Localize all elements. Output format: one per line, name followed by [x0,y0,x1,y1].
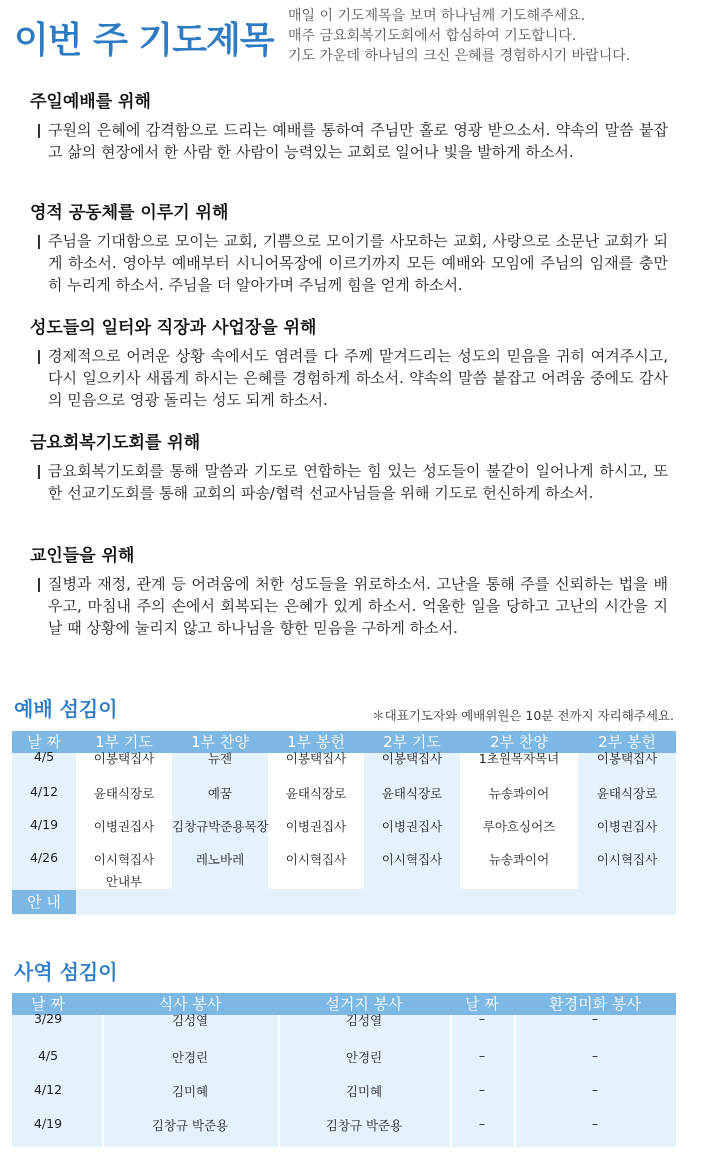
prayer-body: 구원의 은혜에 감격함으로 드리는 예배를 통하여 주님만 홀로 영광 받으소서. 약속의 말씀 붙잡고 삶의 현장에서 한 사람 한 사람이 능력있는 교회로 일어나 빛을 발하게 하소서. [48,121,668,161]
table-cell: 이병권집사 [381,819,443,834]
header-cell: 2부 봉헌 [598,733,656,751]
table-cell: 레노바레 [195,852,245,867]
worship-note: ＊대표기도자와 예배위원은 10분 전까지 자리해주세요. [372,708,674,723]
table-cell: 김성열 [345,1013,383,1028]
prayer-heading: 영적 공동체를 이루기 위해 [30,203,229,223]
prayer-heading: 주일예배를 위해 [30,92,151,112]
header-cell: 1부 찬양 [191,733,249,751]
table-cell: 이시혁집사 [596,852,658,867]
intro-line: 매일 이 기도제목을 보며 하나님께 기도해주세요. [288,8,586,24]
table-cell: 이병권집사 [285,819,347,834]
table-cell: 이병권집사 [596,819,658,834]
header-cell: 2부 찬양 [490,733,548,751]
header-date: 날 짜 [27,733,61,751]
table-cell: 이봉택집사 [381,751,443,766]
table-cell: 윤태식장로 [285,786,347,801]
table-cell: – [591,1048,599,1063]
table-cell: 김창규 박준용 [325,1118,403,1133]
service-title: 사역 섬김이 [14,960,118,984]
header-cell: 1부 봉헌 [287,733,345,751]
table-cell: – [478,1048,486,1063]
prayer-body: 경제적으로 어려운 상황 속에서도 염려를 다 주께 맡겨드리는 성도의 믿음을 귀히 여겨주시고, 다시 일으키사 새롭게 하시는 은혜를 경험하게 하소서. 약속의 말씀 붙잡고 어려움 중에도 감사의 믿음으로 영광 돌리는 성도 되게 하소서. [48,347,668,409]
worship-title: 예배 섬김이 [14,697,118,721]
header-cell: 1부 기도 [95,733,153,751]
table-cell: 김창규박준용목장 [172,819,269,834]
table-cell: 안경린 [171,1050,209,1065]
table-cell: 김성열 [171,1013,209,1028]
header-date: 날 짜 [31,995,65,1013]
table-cell: 뉴송콰이어 [488,852,550,867]
table-cell: 이봉택집사 [93,751,155,766]
table-cell: 1초원목자목녀 [478,751,560,766]
row-date: 4/12 [29,784,59,799]
table-cell: 김미혜 [171,1084,209,1099]
table-cell: 윤태식장로 [93,786,155,801]
table-cell: 이봉택집사 [596,751,658,766]
guide-row-bg [12,889,676,915]
header-cell: 날 짜 [465,995,499,1013]
table-cell: – [591,1011,599,1026]
prayer-body: 금요회복기도회를 통해 말씀과 기도로 연합하는 힘 있는 성도들이 불같이 일어나게 하시고, 또한 선교기도회를 통해 교회의 파송/협력 선교사님들을 위해 기도로 헌신하게 하소서. [48,462,668,502]
table-cell: 뉴송콰이어 [488,786,550,801]
table-cell: – [591,1082,599,1097]
row-date: 4/19 [29,817,59,832]
row-date: 4/5 [33,749,55,764]
bullet-bar [38,235,40,249]
header-cell: 설거지 봉사 [325,995,403,1013]
guide-label: 안 내 [12,890,76,914]
row-date: 4/5 [37,1048,59,1063]
guide-value: 안내부 [105,874,143,889]
row-date: 4/19 [33,1116,63,1131]
table-cell: – [478,1011,486,1026]
page-title: 이번 주 기도제목 [14,20,274,61]
prayer-body: 주님을 기대함으로 모이는 교회, 기쁨으로 모이기를 사모하는 교회, 사랑으로 소문난 교회가 되게 하소서. 영아부 예배부터 시니어목장에 이르기까지 모든 예배와 모임에 주님의 임재를 충만히 누리게 하소서. 주님을 더 알아가며 주님께 힘을 얻게 하소서. [48,232,668,294]
header-cell: 2부 기도 [383,733,441,751]
table-cell: 루아흐싱어즈 [482,819,556,834]
row-date: 4/26 [29,850,59,865]
header-cell: 식사 봉사 [158,995,222,1013]
table-cell: 이병권집사 [93,819,155,834]
prayer-body: 질병과 재정, 관계 등 어려움에 처한 성도들을 위로하소서. 고난을 통해 주를 신뢰하는 법을 배우고, 마침내 주의 손에서 회복되는 은혜가 있게 하소서. 억울한 일을 당하고 고난의 시간을 지날 때 상황에 눌리지 않고 하나님을 향한 믿음을 구하게 하소서. [48,575,668,637]
header-cell: 환경미화 봉사 [549,995,641,1013]
page-header [0,0,706,80]
table-cell: – [591,1116,599,1131]
header-intro [288,6,630,66]
table-cell: – [478,1116,486,1131]
table-cell: – [478,1082,486,1097]
prayer-heading: 성도들의 일터와 직장과 사업장을 위해 [30,318,317,338]
intro-line: 매주 금요회복기도회에서 합심하여 기도합니다. [288,28,577,44]
table-cell: 윤태식장로 [381,786,443,801]
table-cell: 안경린 [345,1050,383,1065]
bullet-bar [38,124,40,138]
table-cell: 김창규 박준용 [151,1118,229,1133]
table-cell: 이시혁집사 [381,852,443,867]
table-cell: 이봉택집사 [285,751,347,766]
intro-line: 기도 가운데 하나님의 크신 은혜를 경험하시기 바랍니다. [288,48,631,64]
service-table [12,993,676,1147]
table-cell: 이시혁집사 [285,852,347,867]
table-cell: 김미혜 [345,1084,383,1099]
bullet-bar [38,465,40,479]
prayer-heading: 교인들을 위해 [30,546,135,566]
bullet-bar [38,578,40,592]
table-cell: 예꿈 [207,786,233,801]
table-cell: 윤태식장로 [596,786,658,801]
bullet-bar [38,350,40,364]
table-cell: 뉴젠 [207,751,233,766]
row-date: 3/29 [33,1011,63,1026]
row-date: 4/12 [33,1082,63,1097]
table-cell: 이시혁집사 [93,852,155,867]
worship-table [12,731,676,917]
prayer-heading: 금요회복기도회를 위해 [30,433,201,453]
